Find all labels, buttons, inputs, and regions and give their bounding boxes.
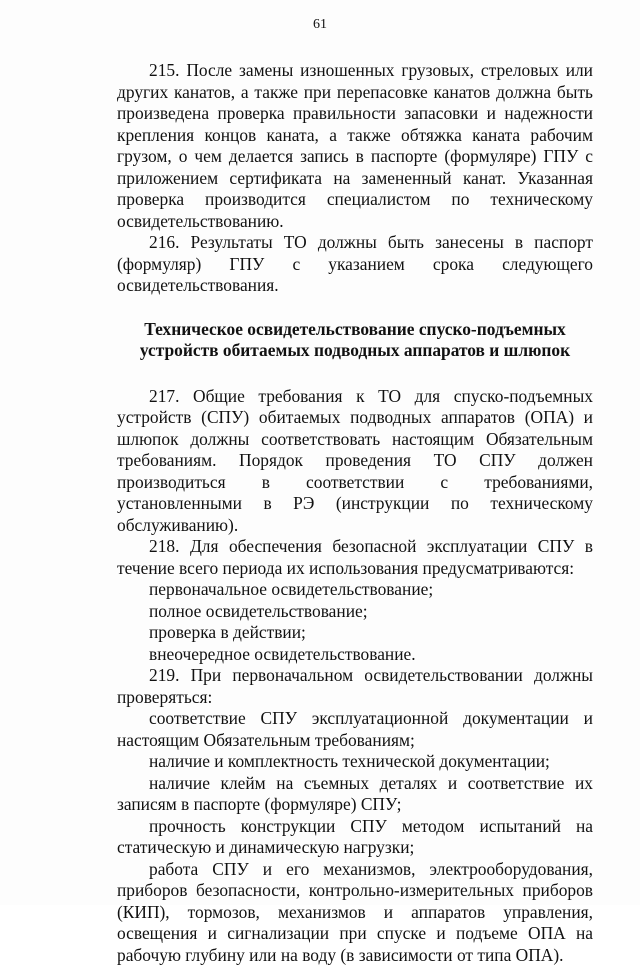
section-heading-line-1: Техническое освидетельствование спуско-подъемных	[117, 319, 593, 341]
paragraph-219: 219. При первоначальном освидетельствовании должны проверяться:	[117, 665, 593, 708]
list-item: полное освидетельствование;	[117, 601, 593, 623]
paragraph-218: 218. Для обеспечения безопасной эксплуатации СПУ в течение всего периода их использования предусматриваются:	[117, 536, 593, 579]
section-heading-line-2: устройств обитаемых подводных аппаратов и шлюпок	[117, 340, 593, 362]
list-item: внеочередное освидетельствование.	[117, 644, 593, 666]
list-item: наличие и комплектность технической документации;	[117, 751, 593, 773]
list-item: наличие клейм на съемных деталях и соответствие их записям в паспорте (формуляре) СПУ;	[117, 773, 593, 816]
list-item: проверка в действии;	[117, 622, 593, 644]
list-item: прочность конструкции СПУ методом испытаний на статическую и динамическую нагрузки;	[117, 816, 593, 859]
list-item: работа СПУ и его механизмов, электрооборудования, приборов безопасности, контрольно-измерительных приборов (КИП), тормозов, механизмов и аппаратов управления, освещения и сигнализации при спуске и подъеме ОПА на рабочую глубину или на воду (в зависимости от типа ОПА).	[117, 859, 593, 966]
page-content	[117, 60, 593, 966]
section-heading	[117, 319, 593, 362]
list-item: соответствие СПУ эксплуатационной документации и настоящим Обязательным требованиям;	[117, 708, 593, 751]
paragraph-216: 216. Результаты ТО должны быть занесены в паспорт (формуляр) ГПУ с указанием срока следующего освидетельствования.	[117, 232, 593, 297]
list-item: первоначальное освидетельствование;	[117, 579, 593, 601]
page-number: 61	[0, 17, 640, 33]
paragraph-215: 215. После замены изношенных грузовых, стреловых или других канатов, а также при перепасовке канатов должна быть произведена проверка правильности запасовки и надежности крепления концов каната, а также обтяжка каната рабочим грузом, о чем делается запись в паспорте (формуляре) ГПУ с приложением сертификата на замененный канат. Указанная проверка производится специалистом по техническому освидетельствованию.	[117, 60, 593, 232]
paragraph-217: 217. Общие требования к ТО для спуско-подъемных устройств (СПУ) обитаемых подводных аппаратов (ОПА) и шлюпок должны соответствовать настоящим Обязательным требованиям. Порядок проведения ТО СПУ должен производиться в соответствии с требованиями, установленными в РЭ (инструкции по техническому обслуживанию).	[117, 386, 593, 537]
